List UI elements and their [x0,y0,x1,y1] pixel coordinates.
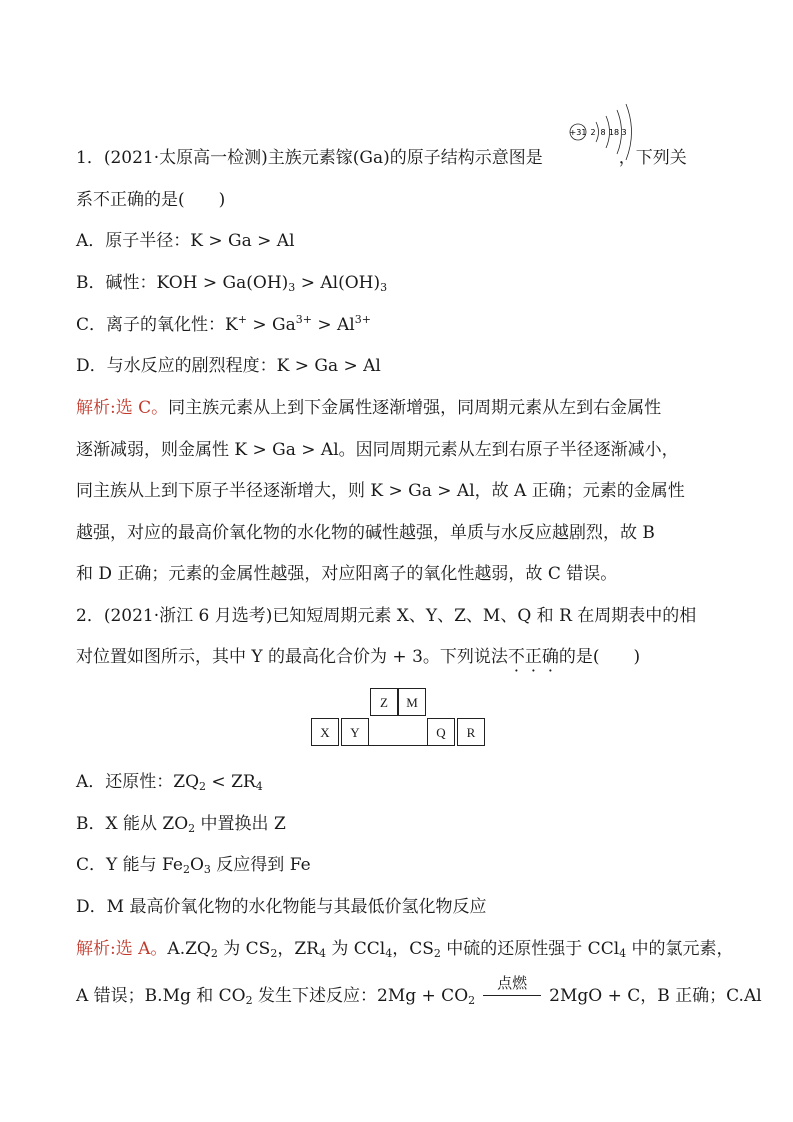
shell-count-2: 8 [600,128,606,137]
shell-count-4: 3 [621,128,627,137]
shell-count-1: 2 [590,128,596,137]
cell-m: M [398,688,426,716]
q1-analysis-line5: 和 D 正确；元素的金属性越强，对应阳离子的氧化性越弱，故 C 错误。 [76,564,618,584]
q2-option-a: A．还原性：$ZQ_2 < ZR_4$ [76,772,263,793]
periodic-table-fragment [311,688,487,748]
q1-stem-text: 1．(2021·太原高一检测)主族元素镓(Ga)的原子结构示意图是 [76,148,543,168]
cell-x: X [311,718,339,746]
shell-arc-1 [596,122,599,142]
q1-analysis-line2: 逐渐减弱，则金属性 K > Ga > Al。因同周期元素从左到右原子半径逐渐减小， [76,440,679,460]
reaction-condition-label: 点燃 [497,973,528,992]
q1-analysis-line1: 解析:选 C。同主族元素从上到下金属性逐渐增强，同周期元素从左到右金属性 [76,398,662,418]
table-gap-border [369,718,427,746]
q2-stem-line1: 2．(2021·浙江 6 月选考)已知短周期元素 X、Y、Z、M、Q 和 R 在周期表中的相 [76,606,697,626]
q1-analysis-line3: 同主族从上到下原子半径逐渐增大，则 K > Ga > Al，故 A 正确；元素的金属性 [76,481,685,501]
analysis-label: 解析:选 C。 [76,398,169,418]
q1-option-c: C．离子的氧化性：$K^+ > Ga^{3+} > Al^{3+}$ [76,313,371,335]
nucleus-charge: +31 [569,128,587,137]
cell-r: R [457,718,485,746]
q1-option-a: A．原子半径：K > Ga > Al [76,231,295,251]
cell-y: Y [341,718,369,746]
q1-option-d: D．与水反应的剧烈程度：K > Ga > Al [76,356,381,376]
emphasis-char: 不 [507,647,525,667]
q2-analysis-line2: A 错误；B.Mg 和 $CO_2$ 发生下述反应：$2Mg + CO_2$ 点燃 2MgO + C，B 正确；C.Al [76,984,762,1009]
shell-arc-4 [626,104,632,160]
q2-stem-line2: 对位置如图所示，其中 Y 的最高化合价为 + 3。下列说法不正确的是( ) [76,647,641,667]
gallium-atom-structure-diagram [566,96,638,168]
cell-q: Q [427,718,455,746]
analysis-label: 解析:选 A。 [76,939,168,959]
q1-stem-line2: 系不正确的是( ) [76,190,226,210]
reaction-condition-arrow [481,973,543,1009]
cell-z: Z [370,688,398,716]
q1-analysis-line4: 越强，对应的最高价氧化物的水化物的碱性越强，单质与水反应越剧烈，故 B [76,523,655,543]
emphasis-char: 正 [524,647,542,667]
q1-stem-text-end: ，下列关 [618,148,687,168]
shell-count-3: 18 [608,128,620,137]
q2-option-b: B．X 能从 $ZO_2$ 中置换出 Z [76,814,286,835]
q2-option-c: C．Y 能与 $Fe_2O_3$ 反应得到 Fe [76,855,311,876]
q2-analysis-line1: 解析:选 A。$A.ZQ_2$ 为 $CS_2$，$ZR_4$ 为 CCl$_4$，$CS_2$ 中硫的还原性强于 CCl$_4$ 中的氯元素， [76,939,734,960]
q1-option-b: B．碱性：KOH > $Ga(OH)_3 > Al(OH)_3$ [76,273,388,294]
emphasis-char: 确 [541,647,559,667]
q2-option-d: D．M 最高价氧化物的水化物能与其最低价氢化物反应 [76,897,487,917]
